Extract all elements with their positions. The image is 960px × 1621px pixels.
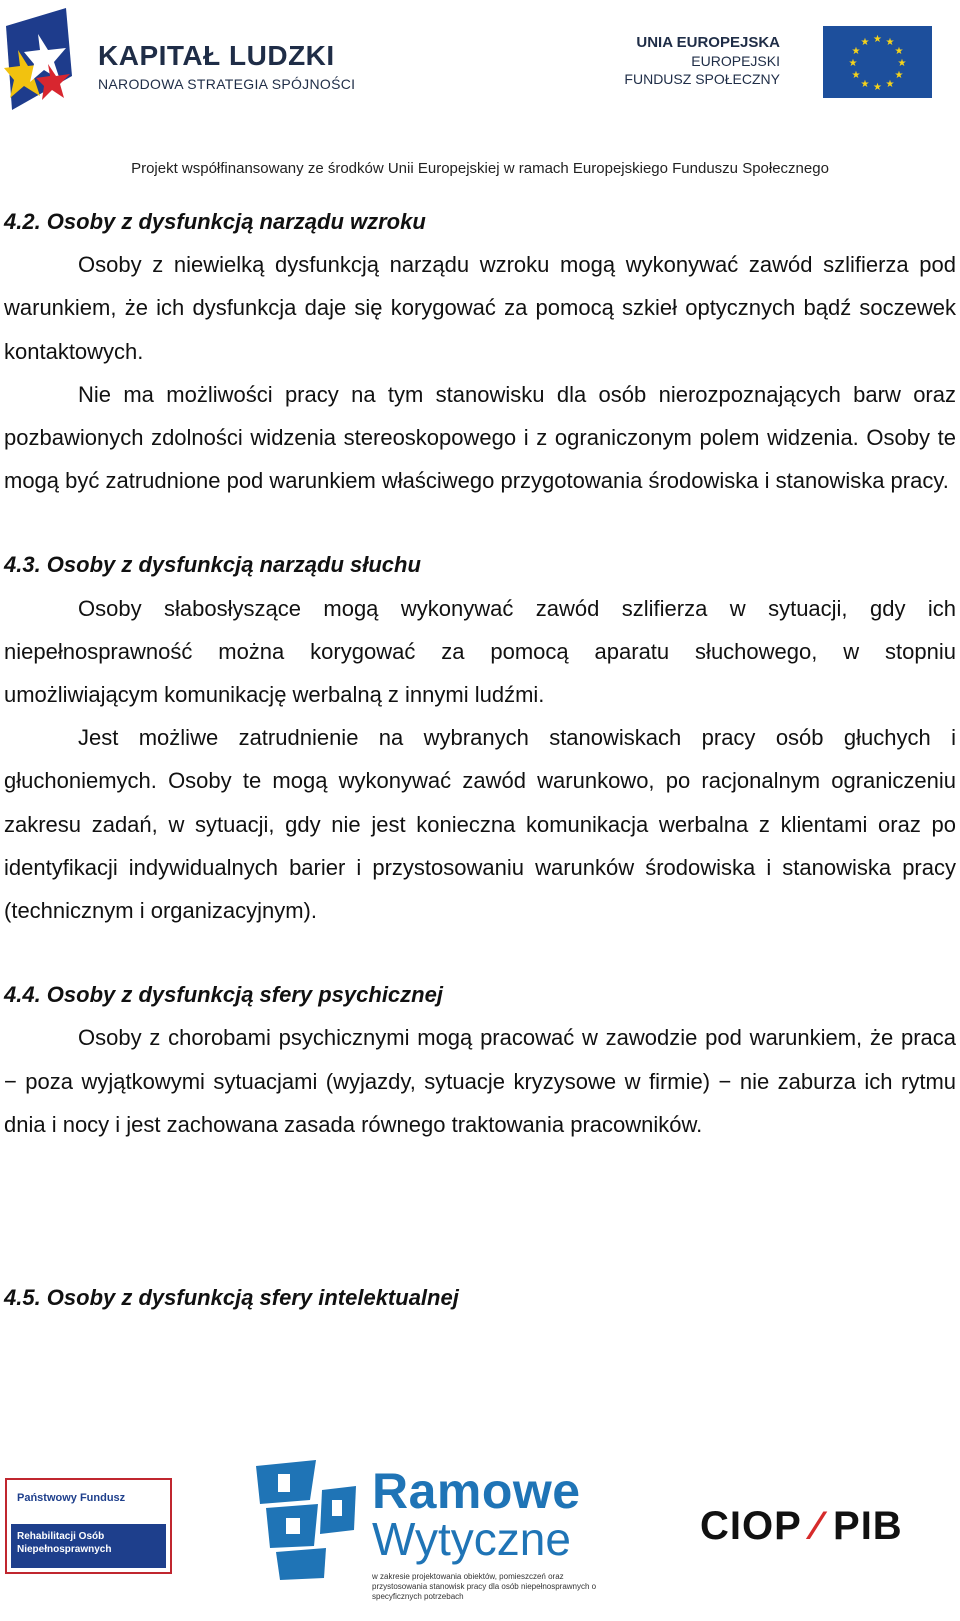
ramowe-title: Ramowe [372, 1463, 581, 1519]
eu-line-3: FUNDUSZ SPOŁECZNY [624, 71, 780, 87]
eu-flag-icon [823, 26, 932, 98]
svg-text:★: ★ [897, 58, 907, 69]
project-cofinancing-line: Projekt współfinansowany ze środków Unii Europejskiej w ramach Europejskiego Funduszu Społecznego [131, 160, 829, 177]
eu-line-1: UNIA EUROPEJSKA [636, 34, 780, 51]
pfron-logo-bar [11, 1484, 166, 1524]
pfron-logo-panel [11, 1484, 166, 1568]
wytyczne-title: Wytyczne [372, 1513, 571, 1565]
section-heading-4-4: 4.4. Osoby z dysfunkcją sfery psychicznej [4, 982, 443, 1008]
section-heading-4-5: 4.5. Osoby z dysfunkcją sfery intelektualnej [4, 1285, 459, 1311]
eu-line-2: EUROPEJSKI [691, 53, 780, 69]
section-heading-4-2: 4.2. Osoby z dysfunkcją narządu wzroku [4, 209, 426, 234]
paragraph: Nie ma możliwości pracy na tym stanowisku dla osób nierozpoznających barw oraz pozbawionych zdolności widzenia stereoskopowego i z ograniczonym polem widzenia. Osoby te mogą być zatrudnione pod warunkiem właściwego przygotowania środowiska i stanowiska pracy. [4, 381, 956, 494]
page-footer [0, 1460, 960, 1621]
paragraph: Osoby słabosłyszące mogą wykonywać zawód szlifierza w sytuacji, gdy ich niepełnosprawność można korygować za pomocą aparatu słuchowego, w stopniu umożliwiającym komunikację werbalną z innymi ludźmi. [4, 595, 956, 708]
svg-text:★: ★ [860, 37, 870, 48]
svg-text:★: ★ [851, 70, 861, 81]
svg-text:★: ★ [885, 79, 895, 90]
svg-text:★: ★ [894, 46, 904, 57]
ciop-pib-logo [700, 1504, 903, 1549]
pfron-line-1: Państwowy Fundusz [17, 1492, 126, 1504]
section-heading-4-3: 4.3. Osoby z dysfunkcją narządu słuchu [4, 552, 421, 578]
kapital-ludzki-title: KAPITAŁ LUDZKI [98, 40, 335, 71]
svg-text:★: ★ [873, 82, 882, 93]
svg-text:★: ★ [873, 34, 882, 45]
pfron-logo [5, 1478, 172, 1574]
page-header [0, 0, 960, 190]
svg-text:★: ★ [860, 79, 870, 90]
kapital-ludzki-subtitle: NARODOWA STRATEGIA SPÓJNOŚCI [98, 76, 356, 92]
svg-text:★: ★ [894, 70, 904, 81]
kapital-ludzki-star-icon [4, 6, 88, 116]
paragraph: Osoby z niewielką dysfunkcją narządu wzroku mogą wykonywać zawód szlifierza pod warunkiem, że ich dysfunkcja daje się korygować za pomocą szkieł optycznych bądź soczewek kontaktowych. [4, 252, 956, 364]
spacer [4, 1146, 956, 1276]
paragraph: Osoby z chorobami psychicznymi mogą pracować w zawodzie pod warunkiem, że praca − poza wyjątkowymi sytuacjami (wyjazdy, sytuacje kryzysowe w firmie) − nie zaburza ich rytmu dnia i nocy i jest zachowana zasada równego traktowania pracowników. [4, 1025, 956, 1137]
pib-text: PIB [833, 1504, 903, 1548]
svg-text:★: ★ [848, 58, 858, 69]
spacer [4, 932, 956, 973]
svg-text:★: ★ [851, 46, 861, 57]
ramowe-wytyczne-tagline: w zakresie projektowania obiektów, pomieszczeń oraz przystosowania stanowisk pracy dla osób niepełnosprawnych o specyficznych potrzebach [372, 1572, 597, 1601]
paragraph: Jest możliwe zatrudnienie na wybranych stanowiskach pracy osób głuchych i głuchoniemych. Osoby te mogą wykonywać zawód warunkowo, po racjonalnym ograniczeniu zakresu zadań, w sytuacji, gdy nie jest konieczna komunikacja werbalna z klientami oraz po identyfikacji indywidualnych barier i przystosowaniu warunków środowiska i stanowiska pracy (technicznym i organizacyjnym). [4, 725, 956, 924]
ciop-figure-icon: ⁄ [813, 1504, 821, 1548]
spacer [4, 502, 956, 543]
document-body [4, 200, 956, 1319]
ciop-text: CIOP [700, 1504, 802, 1548]
eu-fund-text [624, 34, 780, 88]
pfron-line-2: Rehabilitacji Osób Niepełnosprawnych [17, 1531, 112, 1555]
ramowe-wytyczne-graphic-icon [256, 1460, 360, 1580]
svg-text:★: ★ [885, 37, 895, 48]
